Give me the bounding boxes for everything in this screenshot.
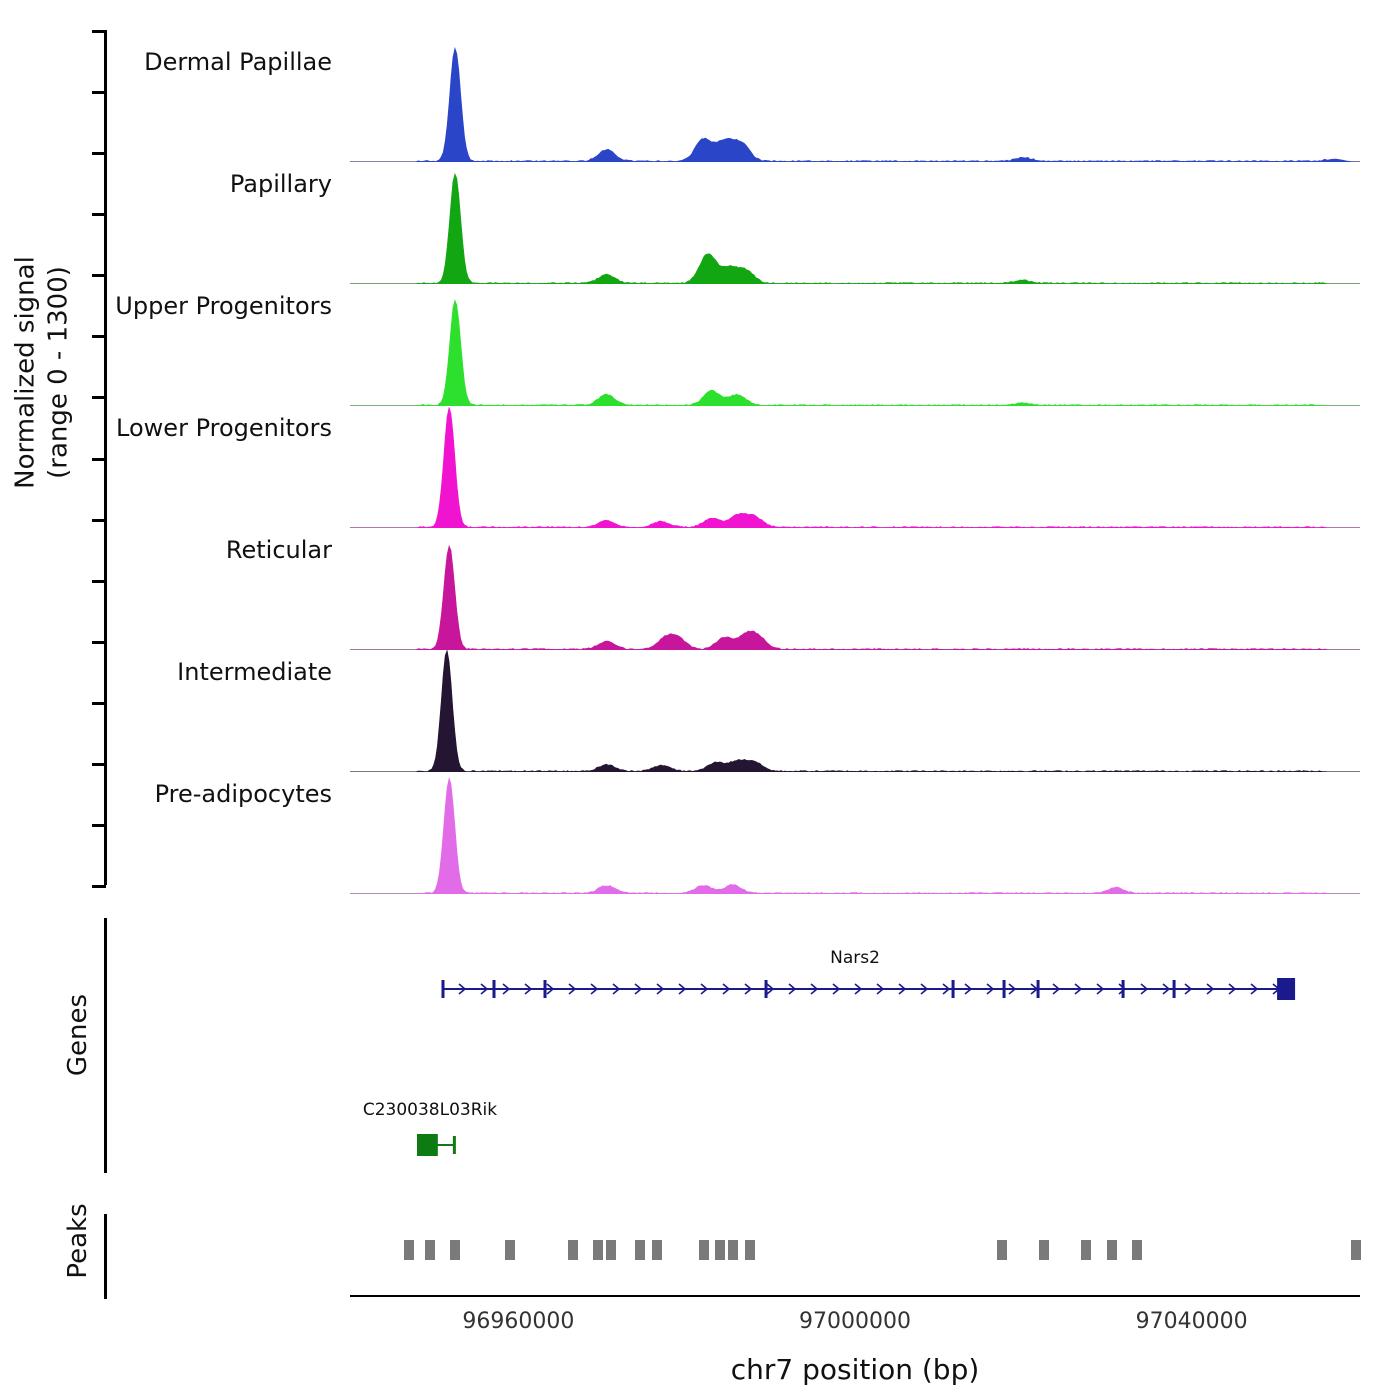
y-axis-tick <box>92 274 106 277</box>
signal-track-label: Papillary <box>229 170 332 198</box>
gene-model[interactable] <box>407 1128 465 1162</box>
peak-mark[interactable] <box>635 1240 645 1260</box>
genes-panel-label: Genes <box>63 993 93 1077</box>
signal-track <box>229 162 1360 284</box>
y-axis-tick <box>92 763 106 766</box>
peak-mark[interactable] <box>425 1240 435 1260</box>
y-axis-tick <box>92 335 106 338</box>
peak-mark[interactable] <box>699 1240 709 1260</box>
signal-track-curve <box>350 528 1360 650</box>
peak-mark[interactable] <box>1132 1240 1142 1260</box>
peak-mark[interactable] <box>997 1240 1007 1260</box>
peak-mark[interactable] <box>1351 1240 1361 1260</box>
signal-track-curve <box>350 162 1360 284</box>
peaks-axis-line <box>104 1214 107 1299</box>
peak-mark[interactable] <box>568 1240 578 1260</box>
signal-y-axis-label-line2: (range 0 - 1300) <box>43 266 73 479</box>
peaks-panel-label: Peaks <box>63 1203 93 1279</box>
gene-label: C230038L03Rik <box>362 1100 498 1120</box>
signal-track <box>144 40 1360 162</box>
peak-mark[interactable] <box>715 1240 725 1260</box>
y-axis-tick <box>92 30 106 33</box>
signal-track-label: Lower Progenitors <box>116 414 332 442</box>
peak-mark[interactable] <box>606 1240 616 1260</box>
signal-track-curve <box>350 284 1360 406</box>
signal-track-curve <box>350 406 1360 528</box>
gene-model[interactable] <box>433 972 1303 1006</box>
signal-track-label: Pre-adipocytes <box>154 780 332 808</box>
y-axis-tick <box>92 702 106 705</box>
peaks-track <box>350 1230 1360 1270</box>
x-axis <box>350 1295 1360 1395</box>
genes-panel <box>0 900 1400 1200</box>
x-axis-tick-label: 97000000 <box>799 1309 911 1334</box>
x-axis-title: chr7 position (bp) <box>730 1353 980 1386</box>
signal-track-label: Intermediate <box>177 658 332 686</box>
signal-track <box>177 650 1360 772</box>
signal-track-label: Upper Progenitors <box>115 292 332 320</box>
y-axis-tick <box>92 519 106 522</box>
signal-track <box>116 406 1360 528</box>
y-axis-tick <box>92 824 106 827</box>
gene-label: Nars2 <box>830 948 880 968</box>
peak-mark[interactable] <box>745 1240 755 1260</box>
peak-mark[interactable] <box>593 1240 603 1260</box>
signal-track-curve <box>350 40 1360 162</box>
y-axis-tick <box>92 580 106 583</box>
peak-mark[interactable] <box>652 1240 662 1260</box>
y-axis-tick <box>92 396 106 399</box>
y-axis-tick <box>92 213 106 216</box>
signal-y-axis-label-line1: Normalized signal <box>10 256 41 489</box>
peak-mark[interactable] <box>1107 1240 1117 1260</box>
peak-mark[interactable] <box>404 1240 414 1260</box>
signal-track <box>154 772 1360 894</box>
signal-track <box>225 528 1360 650</box>
signal-track-curve <box>350 650 1360 772</box>
signal-y-axis-label <box>10 163 75 583</box>
peak-mark[interactable] <box>1081 1240 1091 1260</box>
y-axis-tick <box>92 885 106 888</box>
signal-track-label: Dermal Papillae <box>144 48 332 76</box>
peak-mark[interactable] <box>505 1240 515 1260</box>
x-axis-tick-label: 97040000 <box>1135 1309 1248 1334</box>
peak-mark[interactable] <box>728 1240 738 1260</box>
y-axis-tick <box>92 91 106 94</box>
y-axis-tick <box>92 458 106 461</box>
signal-track-label: Reticular <box>225 536 332 564</box>
y-axis-tick <box>92 152 106 155</box>
x-axis-line <box>350 1295 1360 1297</box>
y-axis-tick <box>92 641 106 644</box>
peak-mark[interactable] <box>450 1240 460 1260</box>
genes-axis-line <box>104 918 107 1173</box>
signal-track-curve <box>350 772 1360 894</box>
signal-track <box>115 284 1360 406</box>
peaks-panel <box>0 1200 1400 1310</box>
x-axis-tick-label: 96960000 <box>462 1309 575 1334</box>
peak-mark[interactable] <box>1039 1240 1049 1260</box>
